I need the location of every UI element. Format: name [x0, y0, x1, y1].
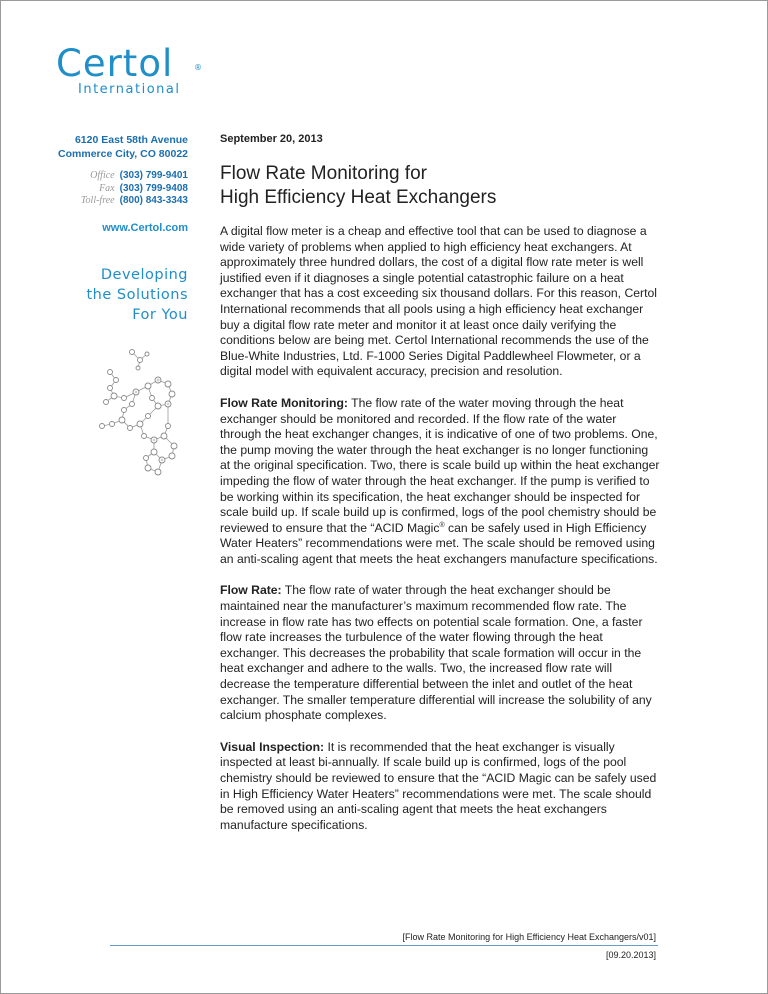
section-flow-rate-monitoring — [220, 396, 660, 568]
logo-subtitle: International — [78, 82, 181, 97]
contact-number: (303) 799-9401 — [119, 170, 188, 181]
contact-label: Office — [90, 170, 115, 181]
contact-row-office — [81, 170, 188, 183]
slogan-line-2: the Solutions — [86, 287, 188, 303]
section-flow-rate — [220, 583, 660, 723]
company-logo — [56, 44, 206, 97]
section-text-continued: can be safely used in High Efficiency Water Heaters” recommendations were met. The scale should be removed using an anti-scaling agent that meets the heat exchangers manufacture specifications. — [220, 520, 658, 566]
logo-wordmark — [56, 44, 206, 84]
document-body — [220, 133, 660, 849]
section-text: It is recommended that the heat exchanger is visually inspected at least bi-annually. If scale build up is confirmed, logs of the pool chemistry should be reviewed to ensure that the “ACID Magic can be safely used in High Efficiency Water Heaters” recommendations were met. The scale should be removed using an anti-scaling agent that meets the heat exchangers manufacture specifications. — [220, 739, 657, 832]
contact-row-fax — [81, 183, 188, 196]
document-title — [220, 162, 660, 210]
title-line-1: Flow Rate Monitoring for — [220, 163, 427, 184]
registered-mark: ® — [194, 63, 203, 72]
section-text: The flow rate of water through the heat exchanger should be maintained near the manufacturer’s maximum recommended flow rate. The increase in flow rate has two effects on potential scale formation. One, a faster flow rate increases the turbulence of the water flowing through the heat exchanger. This decreases the probability that scale formation will occur in the heat exchanger and adhere to the walls. Two, the increased flow rate will decrease the temperature differential between the inlet and outlet of the heat exchanger. The smaller temperature differential will increase the solubility of any calcium phosphate complexes. — [220, 583, 652, 723]
slogan-line-3: For You — [132, 307, 188, 323]
molecule-illustration — [92, 340, 192, 480]
title-line-2: High Efficiency Heat Exchangers — [220, 187, 497, 208]
contact-number: (303) 799-9408 — [119, 182, 188, 194]
address-line-1: 6120 East 58th Avenue — [74, 134, 188, 146]
contact-numbers — [81, 170, 188, 208]
section-visual-inspection — [220, 740, 660, 834]
contact-label: Toll-free — [80, 195, 115, 206]
slogan-line-1: Developing — [100, 267, 188, 283]
contact-row-toll-free — [81, 195, 188, 208]
footer-divider — [110, 945, 658, 946]
website-link[interactable]: www.Certol.com — [102, 222, 188, 234]
logo-name: Certol — [56, 42, 174, 85]
company-slogan — [86, 265, 188, 325]
document-date: September 20, 2013 — [220, 133, 323, 145]
contact-number: (800) 843-3343 — [119, 195, 188, 206]
footer-date-reference: [09.20.2013] — [605, 950, 656, 960]
footer-document-reference: [Flow Rate Monitoring for High Efficiency Heat Exchangers/v01] — [402, 932, 656, 942]
section-heading: Flow Rate: — [220, 583, 282, 598]
intro-paragraph: A digital flow meter is a cheap and effective tool that can be used to diagnose a wide variety of problems when applied to high efficiency heat exchangers. At approximately three hundred dollars, the cost of a digital flow rate meter is well justified even if it diagnoses a single potential catastrophic failure on a heat exchanger that has a cost exceeding six thousand dollars. For this reason, Certol International recommends that all pools using a high efficiency heat exchanger buy a digital flow rate meter and monitor it at least once daily verifying the conditions below are being met. Certol International recommends the use of the Blue-White Industries, Ltd. F-1000 Series Digital Paddlewheel Flowmeter, or a digital model with equivalent accuracy, precision and resolution. — [220, 224, 657, 379]
section-heading: Visual Inspection: — [220, 739, 325, 754]
contact-label: Fax — [99, 182, 115, 194]
registered-superscript: ® — [439, 521, 445, 529]
address-line-2: Commerce City, CO 80022 — [58, 148, 188, 160]
company-address — [58, 133, 188, 161]
section-text: The flow rate of the water moving through the heat exchanger should be monitored and recorded. If the flow rate of the water through the heat exchanger changes, it is indicative of one of two problems. One, the pump moving the water through the heat exchanger is no longer functioning at the original specification. Two, there is scale build up within the heat exchanger impeding the flow of water through the heat exchanger. If the pump is verified to be working within its specification, the heat exchanger should be inspected for scale build up. If scale build up is confirmed, logs of the pool chemistry should be reviewed to ensure that the “ACID Magic — [220, 395, 660, 535]
section-heading: Flow Rate Monitoring: — [220, 395, 348, 410]
